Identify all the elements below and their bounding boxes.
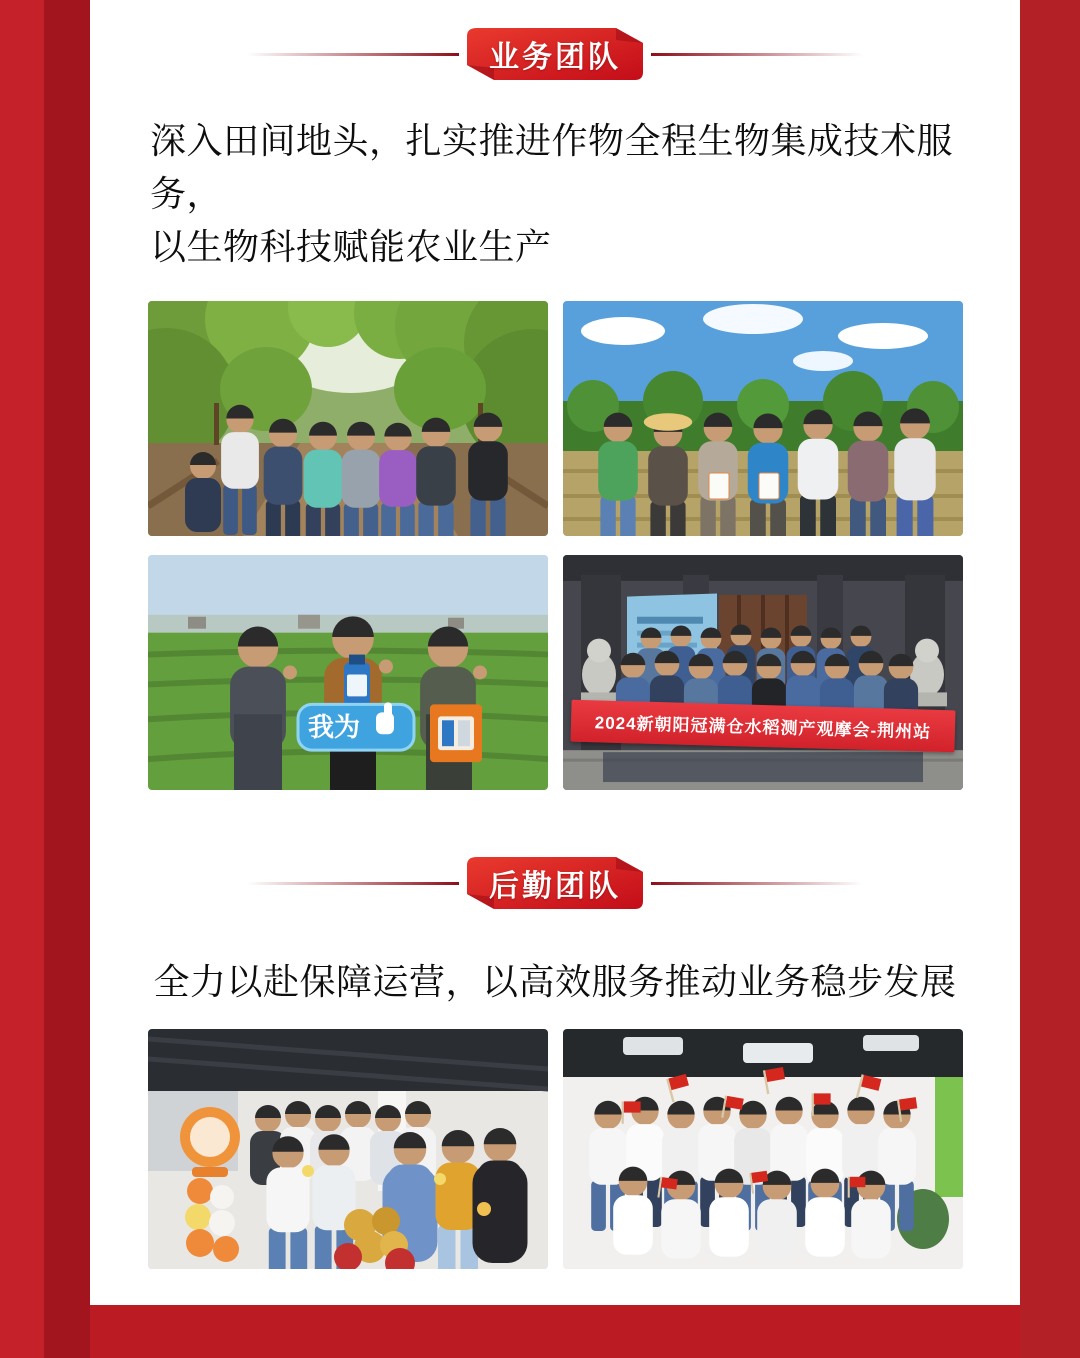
logistics-team-heading xyxy=(100,955,1010,1008)
business-team-heading xyxy=(150,114,965,273)
photo-vineyard-group xyxy=(148,301,548,536)
photo-orchard-group xyxy=(563,301,963,536)
badge-left-line xyxy=(247,882,459,885)
orchard-illustration xyxy=(563,301,963,536)
badge-right-line xyxy=(651,53,863,56)
section-business-header xyxy=(90,28,1020,80)
field-illustration xyxy=(148,555,548,790)
party-illustration xyxy=(148,1029,548,1269)
rice-event-banner: 2024新朝阳冠满仓水稻测产观摩会-荆州站 xyxy=(570,700,955,753)
thumbsup-sign xyxy=(298,702,414,750)
business-photo-grid xyxy=(148,301,963,790)
photo-midautumn-party xyxy=(148,1029,548,1269)
content-card xyxy=(90,0,1020,1305)
business-team-badge-label: 业务团队 xyxy=(489,41,621,74)
section-logistics-header xyxy=(90,857,1020,909)
heading-line-1: 全力以赴保障运营，以高效服务推动业务稳步发展 xyxy=(153,961,957,1002)
building-illustration xyxy=(563,555,963,790)
photo-field-thumbsup xyxy=(148,555,548,790)
heading-line-1: 深入田间地头，扎实推进作物全程生物集成技术服务， xyxy=(150,120,954,214)
badge-left-line xyxy=(247,53,459,56)
left-red-band-outer xyxy=(0,0,44,1358)
business-team-badge xyxy=(467,28,643,80)
logistics-photo-grid xyxy=(148,1029,963,1269)
heading-line-2: 以生物科技赋能农业生产 xyxy=(150,226,552,267)
badge-right-line xyxy=(651,882,863,885)
vineyard-illustration xyxy=(148,301,548,536)
left-red-band-inner xyxy=(44,0,90,1358)
logistics-team-badge xyxy=(467,857,643,909)
svg-text:我为: 我为 xyxy=(307,714,360,743)
logistics-team-badge-label: 后勤团队 xyxy=(489,870,621,903)
photo-rice-event-group xyxy=(563,555,963,790)
flags-illustration xyxy=(563,1029,963,1269)
right-red-band xyxy=(1020,0,1080,1358)
photo-flag-celebration xyxy=(563,1029,963,1269)
